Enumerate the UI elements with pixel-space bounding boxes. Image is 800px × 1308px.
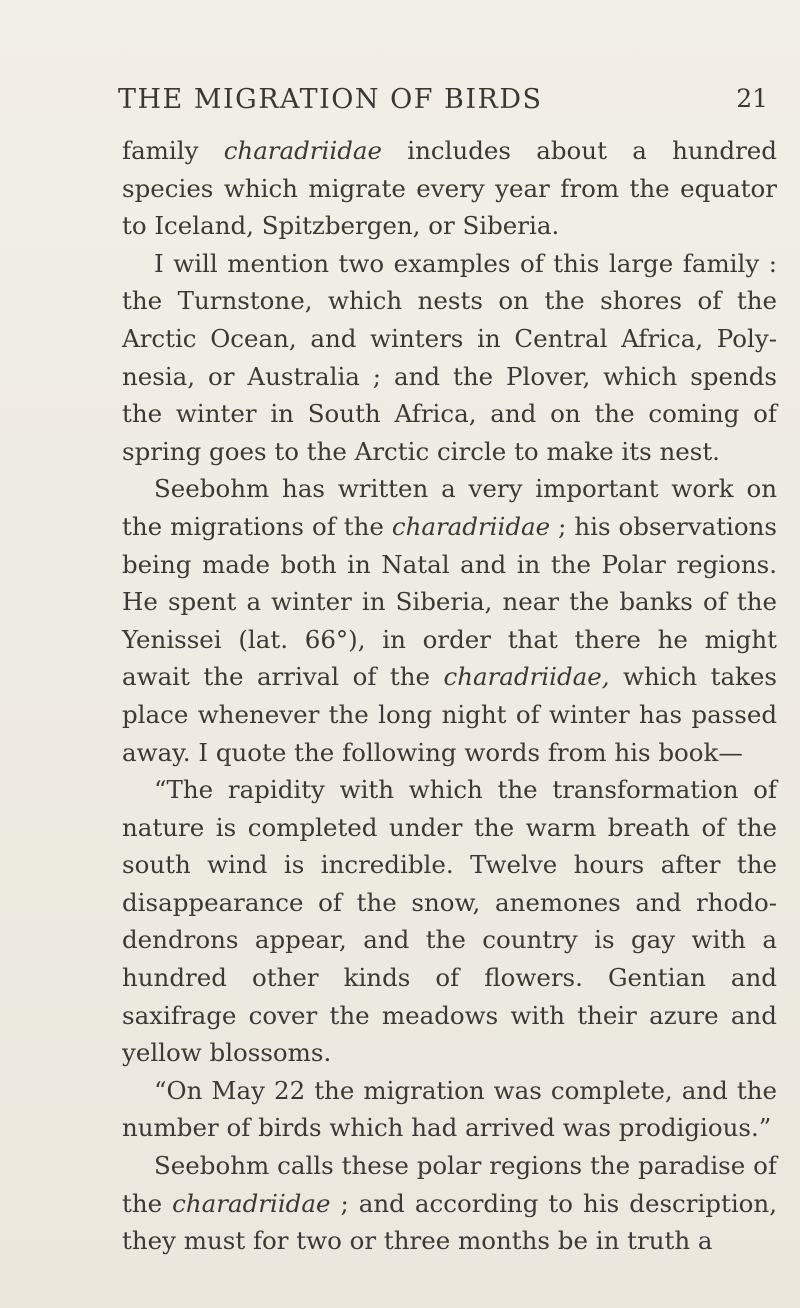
- paragraph: [122, 1147, 777, 1260]
- paragraph: [122, 771, 777, 1072]
- text-segment: “The rapidity with which the transformation of nature is completed under the warm breath of the south wind is incredible. Twelve hours after the disappearance of the snow, anemones and rhododendrons appear, and the country is gay with a hundred other kinds of flowers. Gentian and saxifrage cover the meadows with their azure and yellow blossoms.: [122, 775, 777, 1068]
- text-segment: family: [122, 136, 224, 165]
- italic-term: charadriidae: [223, 136, 382, 165]
- italic-term: charadriidae: [172, 1188, 331, 1218]
- italic-term: charadriidae,: [443, 662, 610, 692]
- page-number: 21: [736, 84, 768, 113]
- italic-term: charadriidae: [391, 511, 551, 541]
- text-segment: ; his observations being made both in Natal and in the Polar regions. He spent a winter in Siberia, near the banks of the Yenissei (lat. 66°), in order that there he might await the arrival of the: [122, 511, 777, 692]
- text-segment: Seebohm calls these polar regions the paradise of the: [122, 1151, 777, 1218]
- text-segment: Seebohm has written a very important work on the migrations of the: [122, 474, 777, 541]
- paragraph: [122, 470, 777, 771]
- body-text: [122, 132, 777, 1260]
- paragraph: [122, 1072, 777, 1147]
- text-segment: which takes place whenever the long night of winter has passed away. I quote the following words from his book—: [122, 662, 777, 767]
- running-title: THE MIGRATION OF BIRDS: [118, 84, 543, 115]
- text-segment: I will mention two examples of this large family : the Turnstone, which nests on the shores of the Arctic Ocean, and winters in Central Africa, Polynesia, or Australia ; and the Plover, which spends the winter in South Africa, and on the coming of spring goes to the Arctic circle to make its nest.: [122, 248, 777, 466]
- text-segment: ; and according to his description, they must for two or three months be in truth a: [122, 1188, 777, 1256]
- running-head: [118, 84, 768, 124]
- paragraph: [122, 245, 777, 471]
- paragraph: [122, 132, 777, 245]
- text-segment: includes about a hundred species which migrate every year from the equator to Iceland, Spitzbergen, or Siberia.: [122, 136, 777, 241]
- text-segment: “On May 22 the migration was complete, and the number of birds which had arrived was prodigious.”: [122, 1075, 777, 1143]
